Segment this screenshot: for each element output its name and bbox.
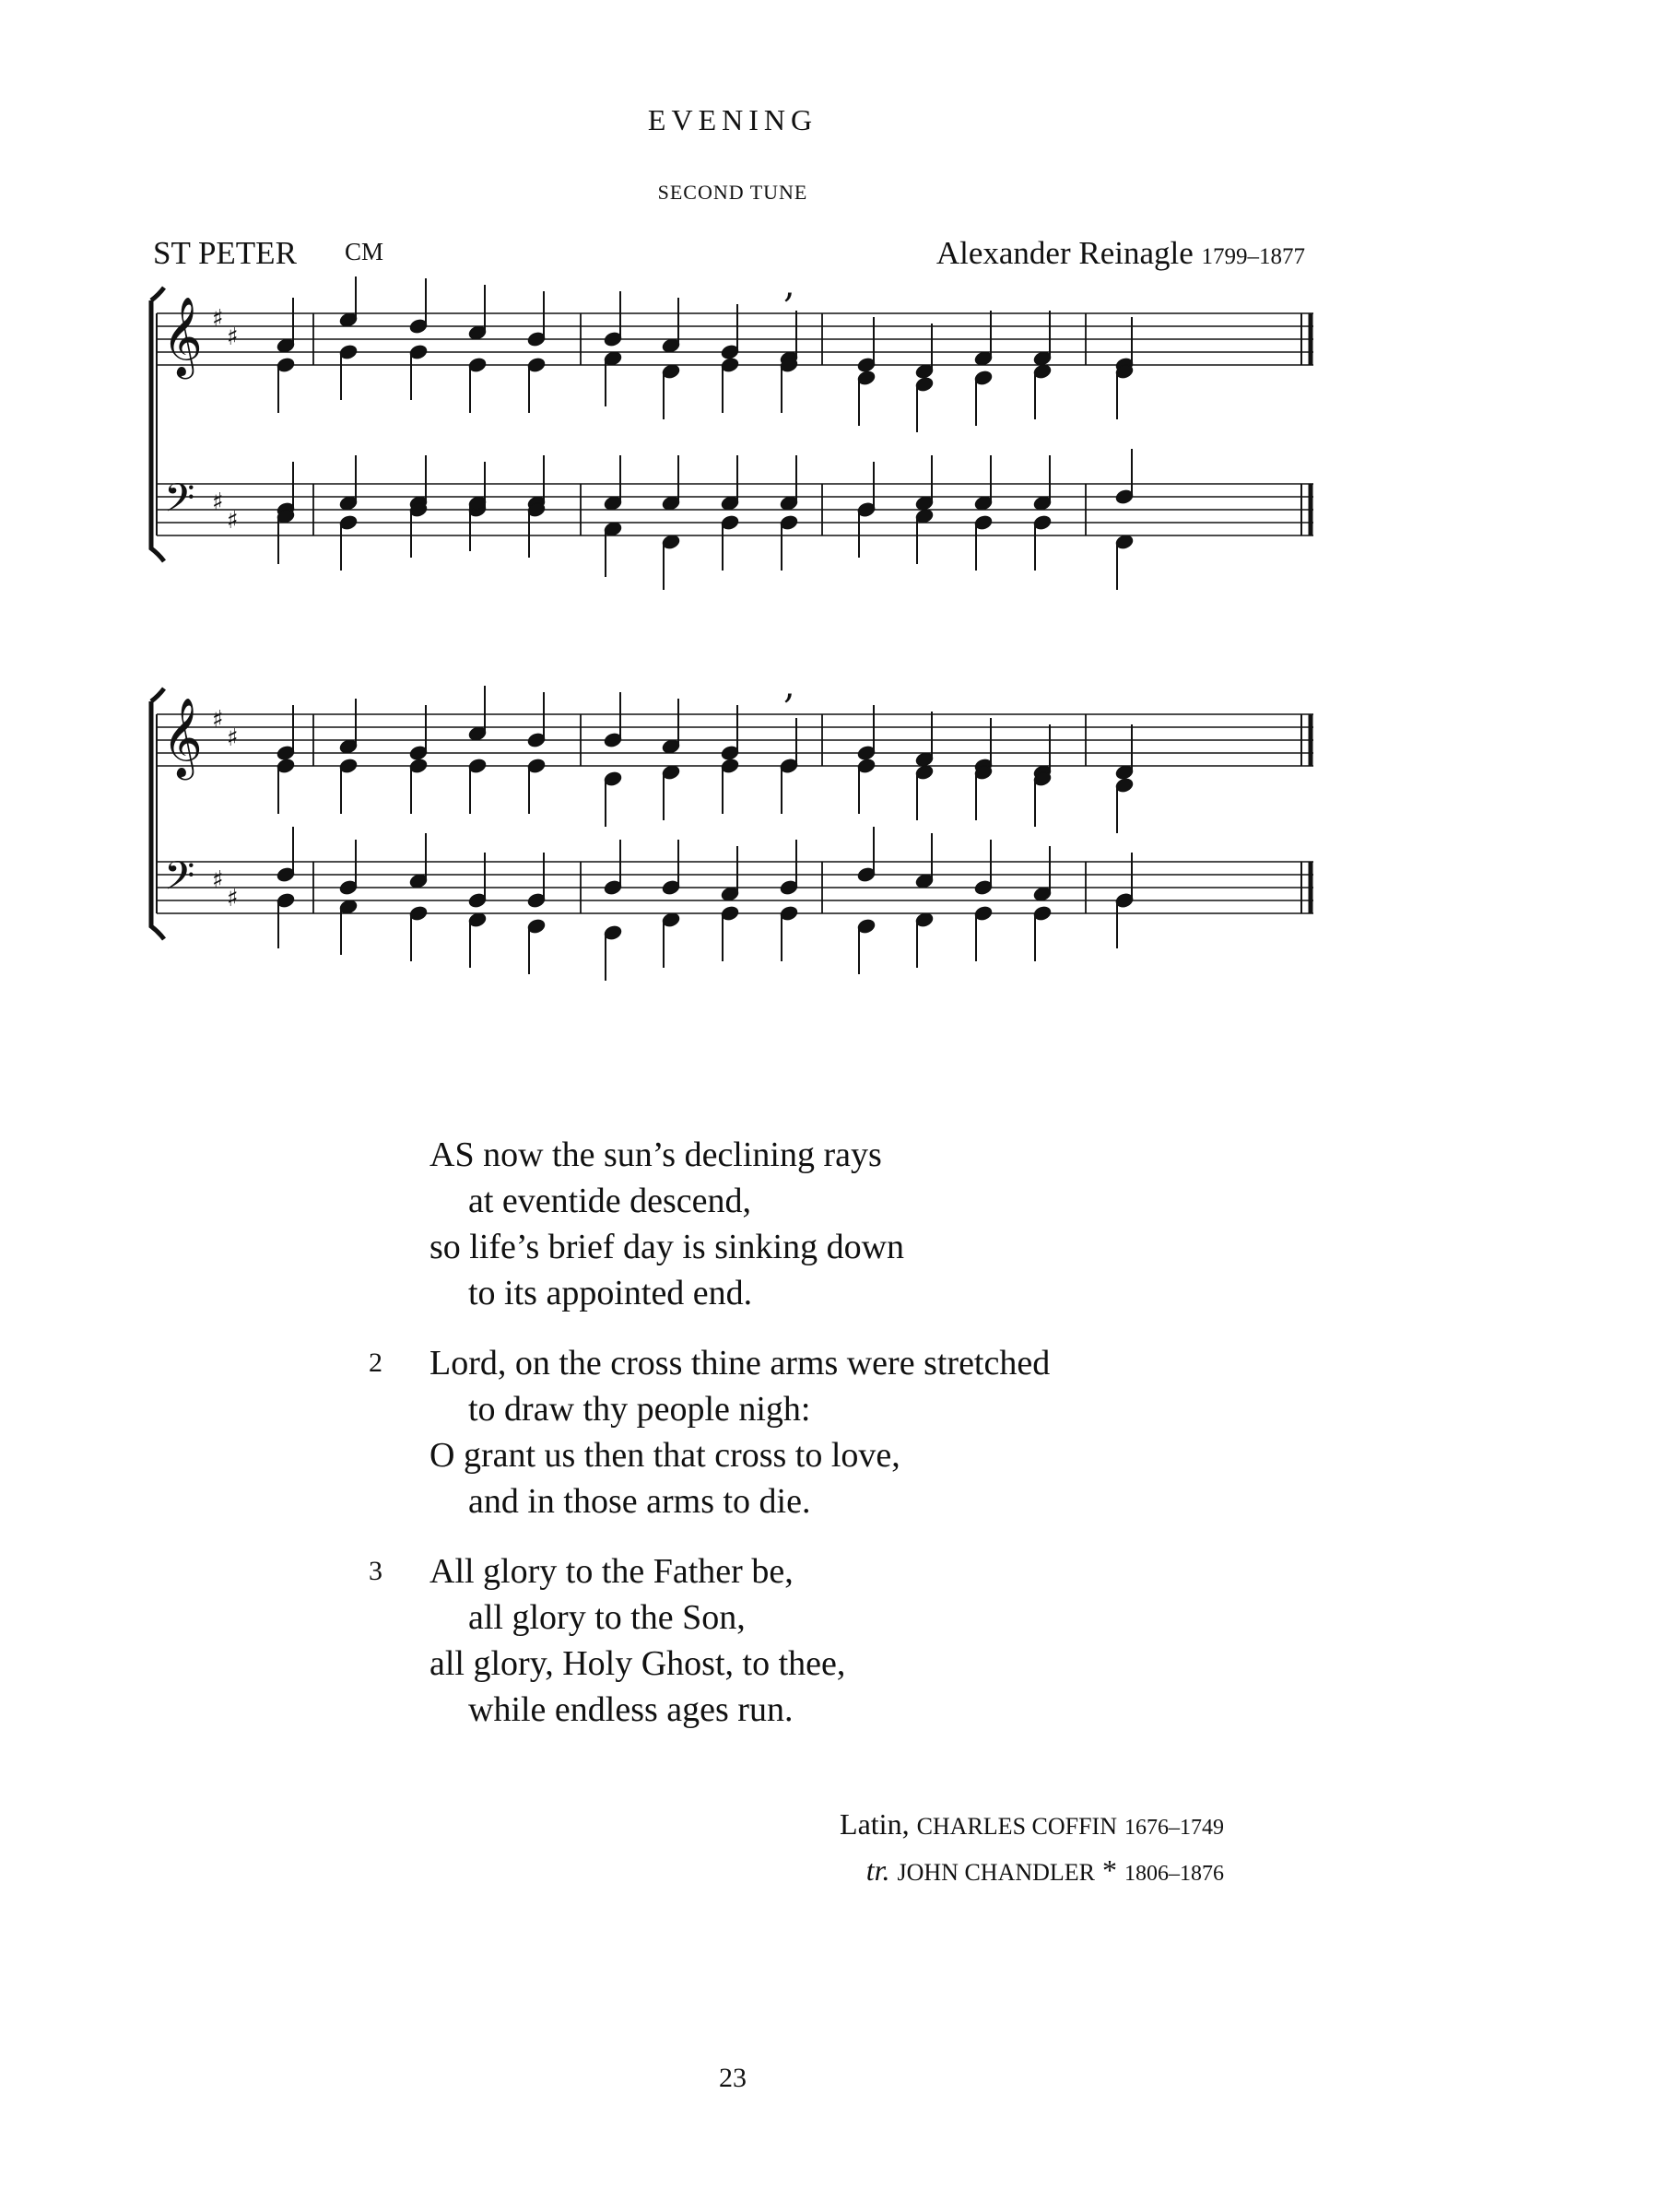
translator-prefix: tr. bbox=[865, 1853, 890, 1887]
translator-mark: * bbox=[1102, 1853, 1117, 1887]
attribution-author-line bbox=[840, 1803, 1224, 1849]
key-signature-sharp: ♯ bbox=[227, 507, 239, 535]
key-signature-sharp: ♯ bbox=[227, 724, 239, 752]
breath-mark: , bbox=[783, 677, 795, 707]
key-signature-sharp: ♯ bbox=[227, 885, 239, 912]
verse-number: 2 bbox=[369, 1347, 382, 1378]
attribution bbox=[840, 1803, 1224, 1895]
lyric-line: all glory to the Son, bbox=[468, 1598, 746, 1637]
key-signature-sharp: ♯ bbox=[212, 305, 224, 333]
music-system-1 bbox=[138, 276, 1318, 618]
verse-3 bbox=[369, 1548, 1050, 1733]
tune-name: ST PETER bbox=[153, 235, 297, 271]
key-signature-sharp: ♯ bbox=[212, 488, 224, 516]
section-title: EVENING bbox=[647, 103, 818, 136]
lyric-line: O grant us then that cross to love, bbox=[429, 1436, 900, 1475]
lyric-line: All glory to the Father be, bbox=[429, 1552, 794, 1591]
translator-name: JOHN CHANDLER bbox=[897, 1859, 1095, 1886]
bass-clef: 𝄢 bbox=[164, 853, 195, 909]
music-score-system-1 bbox=[138, 276, 1318, 618]
lyric-line: to its appointed end. bbox=[468, 1274, 753, 1312]
composer-dates: 1799–1877 bbox=[1201, 244, 1305, 269]
key-signature-sharp: ♯ bbox=[212, 866, 224, 894]
composer-credit bbox=[936, 235, 1305, 272]
key-signature-sharp: ♯ bbox=[227, 324, 239, 351]
tune-subtitle: SECOND TUNE bbox=[657, 181, 808, 204]
attribution-prefix: Latin, bbox=[840, 1807, 910, 1841]
author-name: CHARLES COFFIN bbox=[916, 1813, 1117, 1840]
music-score-system-2 bbox=[138, 677, 1318, 991]
lyric-line: and in those arms to die. bbox=[468, 1482, 811, 1521]
treble-clef: 𝄞 bbox=[162, 297, 203, 376]
hymn-lyrics bbox=[369, 1132, 1051, 1757]
verse-1 bbox=[429, 1132, 1050, 1316]
lyric-line: while endless ages run. bbox=[468, 1690, 794, 1729]
lyric-line: AS now the sun’s declining rays bbox=[429, 1135, 882, 1174]
lyric-line: at eventide descend, bbox=[468, 1182, 752, 1220]
page-number: 23 bbox=[719, 2063, 747, 2093]
lyric-line: Lord, on the cross thine arms were stretched bbox=[429, 1344, 1051, 1382]
lyric-line: to draw thy people nigh: bbox=[468, 1390, 811, 1429]
bass-clef: 𝄢 bbox=[164, 476, 195, 531]
translator-dates: 1806–1876 bbox=[1124, 1862, 1224, 1886]
verse-number: 3 bbox=[369, 1556, 382, 1586]
author-dates: 1676–1749 bbox=[1124, 1816, 1224, 1840]
verse-2 bbox=[369, 1340, 1051, 1524]
composer-name: Alexander Reinagle bbox=[935, 235, 1194, 271]
music-system-2 bbox=[138, 677, 1318, 991]
treble-clef: 𝄞 bbox=[162, 698, 203, 777]
lyric-line: all glory, Holy Ghost, to thee, bbox=[429, 1644, 846, 1683]
breath-mark: , bbox=[783, 276, 795, 306]
lyric-line: so life’s brief day is sinking down bbox=[429, 1228, 905, 1266]
key-signature-sharp: ♯ bbox=[212, 706, 224, 734]
tune-meter: CM bbox=[345, 238, 384, 265]
attribution-translator-line bbox=[840, 1849, 1224, 1895]
